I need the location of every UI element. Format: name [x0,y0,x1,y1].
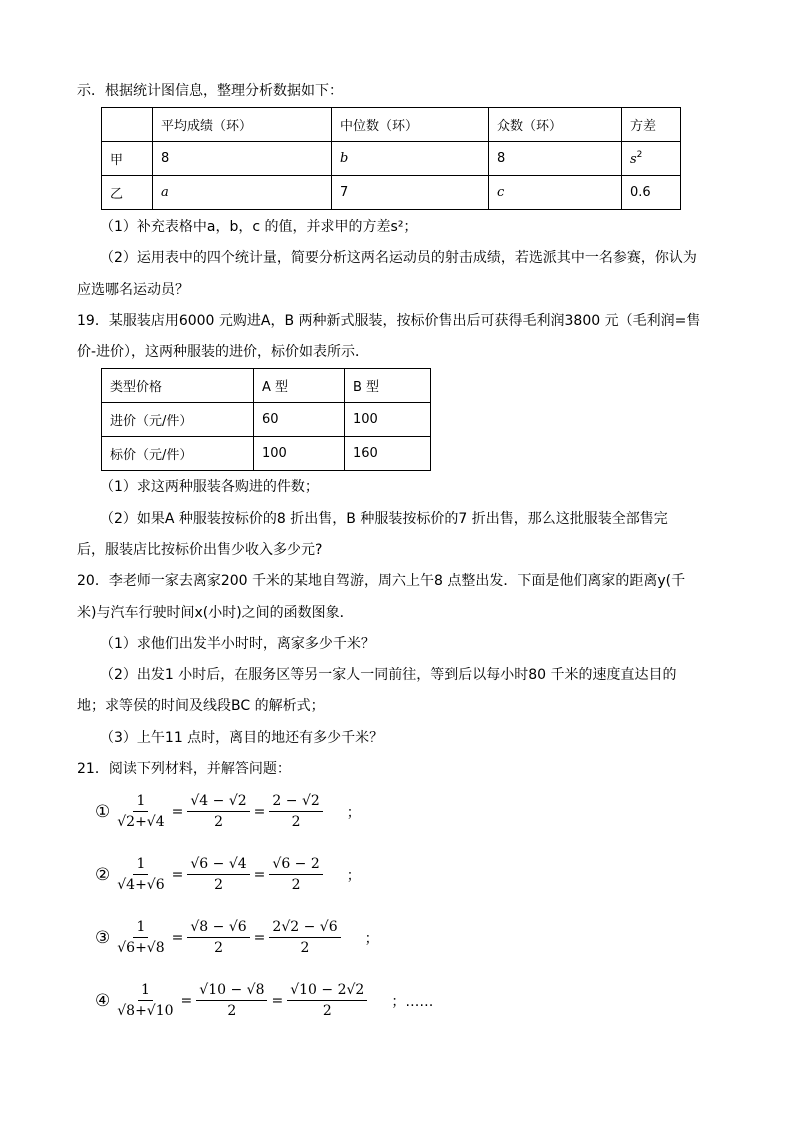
question-19: 19．某服装店用6000 元购进A，B 两种新式服装，按标价售出后可获得毛利润3800 元（毛利润=售 [77,313,701,329]
table-cell: 8 [489,142,622,176]
question-20-part-3: （3）上午11 点时，离目的地还有多少千米？ [100,730,384,746]
table-cell: 60 [254,403,345,437]
formula-index: ③ [95,927,111,948]
table-cell: 甲 [102,142,153,176]
variance-symbol: s [630,152,637,167]
fraction: $\frac{2 - √2}{2}$ [269,793,322,830]
table-cell: 众数（环） [489,108,622,142]
intro-line: 示．根据统计图信息，整理分析数据如下： [77,83,343,99]
table-cell: 乙 [102,176,153,210]
fraction: $\frac{1}{√8+√10}$ [117,982,174,1019]
table-cell: 8 [153,142,332,176]
fraction: $\frac{√10 - √8}{2}$ [196,982,267,1019]
question-20: 20．李老师一家去离家200 千米的某地自驾游，周六上午8 点整出发．下面是他们离家的距离y(千 [77,573,686,589]
formula-row: ④ $\frac{1}{√8+√10}$ = $\frac{√10 - √8}{2}$ = $\frac{√10 - 2√2}{2}$ ；…… [95,982,434,1019]
table-cell: 100 [345,403,431,437]
table-cell: 中位数（环） [332,108,489,142]
stats-table [101,107,681,210]
fraction: $\frac{√6 - √4}{2}$ [187,856,249,893]
fraction: $\frac{1}{√6+√8}$ [117,919,165,956]
table-cell [102,108,153,142]
table-row [102,403,431,437]
table-cell: B 型 [345,369,431,403]
table-row [102,437,431,471]
question-19-part-2-cont: 后，服装店比按标价出售少收入多少元? [77,542,323,558]
table-cell: 标价（元/件） [102,437,254,471]
question-19-part-2: （2）如果A 种服装按标价的8 折出售，B 种服装按标价的7 折出售，那么这批服装全部售完 [100,511,668,527]
question-21: 21．阅读下列材料，并解答问题： [77,761,291,777]
table-cell: b [332,142,489,176]
question-20-part-2-cont: 地；求等侯的时间及线段BC 的解析式； [77,698,325,714]
formula-index: ④ [95,990,111,1011]
table-cell: c [489,176,622,210]
table-cell: 方差 [622,108,681,142]
formula-row: ② $\frac{1}{√4+√6}$ = $\frac{√6 - √4}{2}$ = $\frac{√6 - 2}{2}$ ； [95,856,361,893]
table-cell: 7 [332,176,489,210]
table-cell: 100 [254,437,345,471]
formula-row: ① $\frac{1}{√2+√4}$ = $\frac{√4 - √2}{2}$ = $\frac{2 - √2}{2}$ ； [95,793,361,830]
fraction: $\frac{1}{√4+√6}$ [117,856,165,893]
question-20-part-2: （2）出发1 小时后，在服务区等另一家人一同前往，等到后以每小时80 千米的速度直达目的 [100,667,677,683]
question-18-part-2: （2）运用表中的四个统计量，简要分析这两名运动员的射击成绩，若选派其中一名参赛，你认为 [100,250,697,266]
question-19-cont: 价-进价），这两种服装的进价，标价如表所示． [77,344,370,360]
formula-tail: ； [346,867,361,884]
fraction: $\frac{√6 - 2}{2}$ [269,856,322,893]
table-row [102,108,681,142]
table-row [102,369,431,403]
formula-index: ② [95,864,111,885]
question-19-part-1: （1）求这两种服装各购进的件数； [100,479,319,495]
table-row [102,176,681,210]
fraction: $\frac{√8 - √6}{2}$ [187,919,249,956]
table-cell [622,142,681,176]
formula-row: ③ $\frac{1}{√6+√8}$ = $\frac{√8 - √6}{2}$ = $\frac{2√2 - √6}{2}$ ； [95,919,379,956]
fraction: $\frac{1}{√2+√4}$ [117,793,165,830]
table-cell: 0.6 [622,176,681,210]
formula-tail: ； [364,930,379,947]
formula-tail: ； [346,804,361,821]
table-cell: 类型价格 [102,369,254,403]
table-row [102,142,681,176]
formula-tail: ；…… [391,993,434,1010]
table-cell: 平均成绩（环） [153,108,332,142]
price-table [101,368,431,471]
question-20-part-1: （1）求他们出发半小时时，离家多少千米？ [100,636,375,652]
fraction: $\frac{√10 - 2√2}{2}$ [287,982,367,1019]
question-18-part-2-cont: 应选哪名运动员？ [77,282,189,298]
question-18-part-1: （1）补充表格中a，b，c 的值，并求甲的方差s²； [100,219,418,235]
table-cell: 进价（元/件） [102,403,254,437]
table-cell: A 型 [254,369,345,403]
variance-exponent: 2 [636,150,643,160]
table-cell: 160 [345,437,431,471]
fraction: $\frac{2√2 - √6}{2}$ [269,919,340,956]
question-20-cont: 米)与汽车行驶时间x(小时)之间的函数图象． [77,605,354,621]
table-cell: a [153,176,332,210]
formula-index: ① [95,801,111,822]
fraction: $\frac{√4 - √2}{2}$ [187,793,249,830]
